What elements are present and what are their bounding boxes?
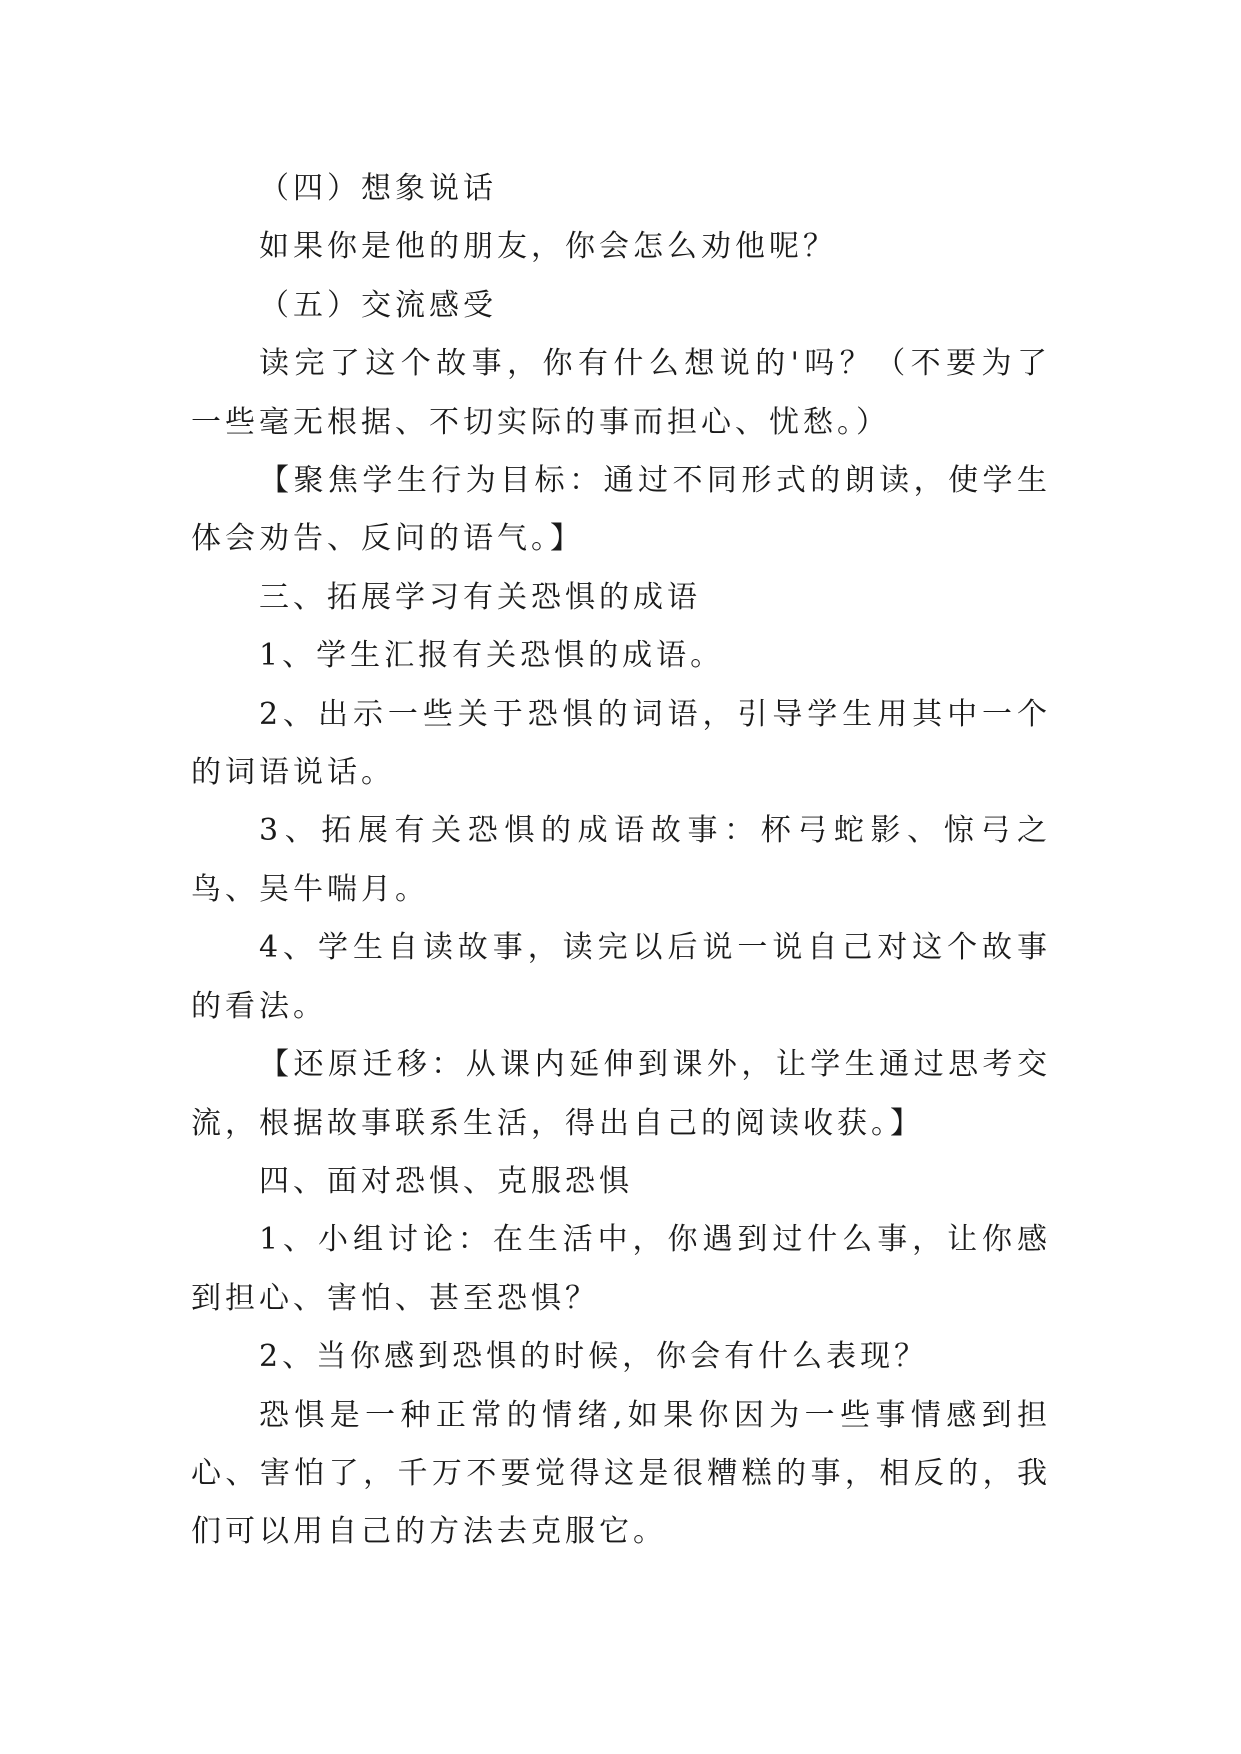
section-heading-face-fear: 四、面对恐惧、克服恐惧: [259, 1163, 633, 1199]
paragraph: 恐惧是一种正常的情绪,如果你因为一些事情感到担心、害怕了，千万不要觉得这是很糟糕的事，相反的，我们可以用自己的方法去克服它。: [191, 1397, 1051, 1550]
goal-note: 【还原迁移：从课内延伸到课外，让学生通过思考交流，根据故事联系生活，得出自己的阅读收获。】: [191, 1047, 1051, 1141]
list-item: 1、小组讨论：在生活中，你遇到过什么事，让你感到担心、害怕、甚至恐惧？: [191, 1222, 1051, 1316]
list-item: 4、学生自读故事，读完以后说一说自己对这个故事的看法。: [191, 930, 1051, 1024]
section-heading-idioms: 三、拓展学习有关恐惧的成语: [259, 579, 701, 615]
paragraph: 读完了这个故事，你有什么想说的'吗？（不要为了一些毫无根据、不切实际的事而担心、忧愁。）: [191, 346, 1051, 440]
section-heading-share-feelings: （五）交流感受: [259, 287, 497, 323]
list-item: 2、出示一些关于恐惧的词语，引导学生用其中一个的词语说话。: [191, 696, 1051, 791]
list-item: 1、学生汇报有关恐惧的成语。: [259, 638, 725, 674]
document-body: [191, 160, 1051, 1562]
list-item: 3、拓展有关恐惧的成语故事：杯弓蛇影、惊弓之鸟、吴牛喘月。: [191, 813, 1051, 907]
list-item: 2、当你感到恐惧的时候，你会有什么表现？: [259, 1339, 929, 1375]
goal-note: 【聚焦学生行为目标：通过不同形式的朗读，使学生体会劝告、反问的语气。】: [191, 463, 1051, 557]
section-heading-imagine-speak: （四）想象说话: [259, 171, 497, 206]
paragraph: 如果你是他的朋友，你会怎么劝他呢？: [259, 229, 837, 265]
